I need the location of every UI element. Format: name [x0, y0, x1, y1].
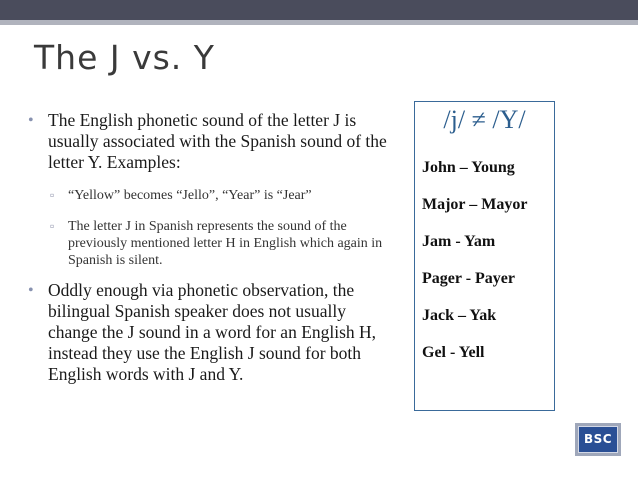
- word-pair: Jack – Yak: [422, 307, 497, 324]
- header-bar: [0, 0, 638, 20]
- bullet-marker: •: [28, 282, 34, 299]
- bullet-list: [26, 110, 398, 385]
- word-pair: John – Young: [422, 159, 515, 176]
- comparison-box: [414, 101, 555, 411]
- sub-bullet-marker: ▫: [50, 188, 55, 202]
- slide-title: The J vs. Y: [34, 38, 215, 77]
- bullet-marker: •: [28, 112, 34, 129]
- word-pair: Gel - Yell: [422, 344, 485, 361]
- bullet-item: [26, 280, 398, 385]
- sub-bullet-item: [26, 187, 398, 204]
- bsc-logo-text: BSC: [578, 426, 618, 453]
- header-stripe: [0, 20, 638, 25]
- bullet-item: [26, 110, 398, 173]
- bullet-text: Oddly enough via phonetic observation, the bilingual Spanish speaker does not usually change the J sound in a word for an English H, instead they use the English J sound for both English words with J and Y.: [48, 280, 377, 384]
- word-pair: Jam - Yam: [422, 233, 496, 250]
- bullet-text: The English phonetic sound of the letter J is usually associated with the Spanish sound of the letter Y. Examples:: [48, 110, 387, 172]
- sub-bullet-text: The letter J in Spanish represents the sound of the previously mentioned letter H in English which again in Spanish is silent.: [68, 219, 383, 268]
- sub-bullet-marker: ▫: [50, 219, 55, 233]
- sub-bullet-text: “Yellow” becomes “Jello”, “Year” is “Jear”: [68, 188, 312, 203]
- word-pair: Major – Mayor: [422, 196, 528, 213]
- sub-bullet-item: [26, 218, 398, 269]
- word-pair: Pager - Payer: [422, 270, 515, 287]
- box-title: /j/ ≠ /Y/: [443, 105, 526, 134]
- bsc-logo: [575, 423, 621, 456]
